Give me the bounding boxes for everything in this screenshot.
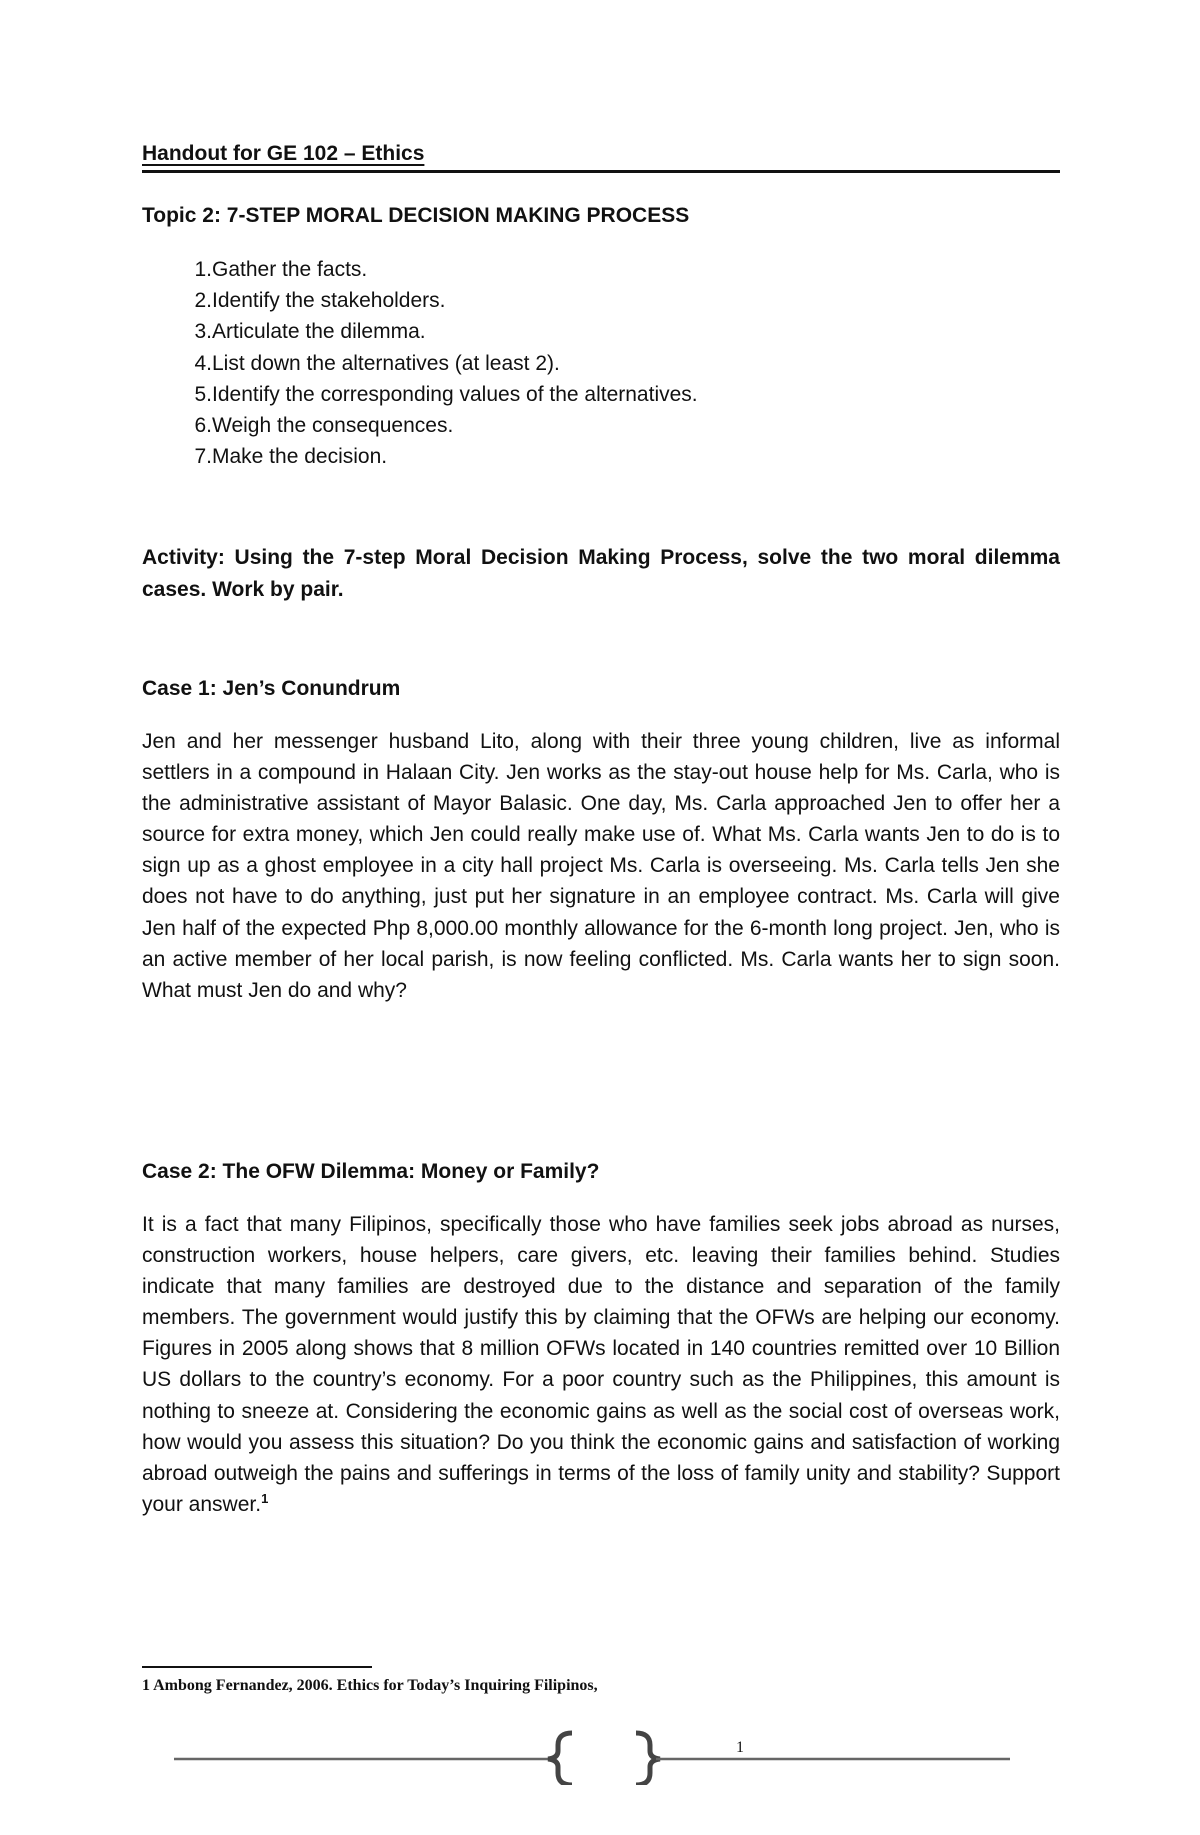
topic-title: Topic 2: 7-STEP MORAL DECISION MAKING PROCESS — [142, 204, 690, 227]
step-number: 2. — [194, 289, 212, 313]
list-item — [142, 348, 698, 379]
list-item — [142, 379, 698, 410]
step-text: List down the alternatives (at least 2). — [212, 351, 560, 375]
footer-bracket-ornament — [142, 1725, 1042, 1785]
list-item — [142, 441, 698, 472]
step-text: Identify the corresponding values of the alternatives. — [212, 382, 698, 406]
footnote-text: 1 Ambong Fernandez, 2006. Ethics for Today’s Inquiring Filipinos, — [142, 1677, 598, 1694]
handout-header: Handout for GE 102 – Ethics — [142, 142, 425, 165]
footnote-reference[interactable]: 1 — [261, 1490, 269, 1506]
header-rule — [142, 170, 1060, 173]
list-item — [142, 410, 698, 441]
footnote-rule — [142, 1666, 372, 1668]
list-item — [142, 285, 698, 316]
step-number: 7. — [194, 445, 212, 469]
step-text: Articulate the dilemma. — [212, 320, 426, 344]
case-2-text: It is a fact that many Filipinos, specifically those who have families seek jobs abroad as nurses, construction workers, house helpers, care givers, etc. leaving their families behind. Studies indicate that many families are destroyed due to the distance and separation of the family members. The government would justify this by claiming that the OFWs are helping our economy. Figures in 2005 along shows that 8 million OFWs located in 140 countries remitted over 10 Billion US dollars to the country’s economy. For a poor country such as the Philippines, this amount is nothing to sneeze at. Considering the economic gains as well as the social cost of overseas work, how would you assess this situation? Do you think the economic gains and satisfaction of working abroad outweigh the pains and sufferings in terms of the loss of family unity and stability? Support your answer. — [142, 1213, 1060, 1516]
footer-brace-left — [548, 1733, 572, 1785]
steps-list — [142, 254, 698, 472]
page-number: 1 — [736, 1739, 744, 1756]
step-number: 4. — [194, 351, 212, 375]
case-2-title: Case 2: The OFW Dilemma: Money or Family? — [142, 1160, 600, 1183]
list-item — [142, 316, 698, 347]
step-text: Make the decision. — [212, 445, 388, 469]
case-1-title: Case 1: Jen’s Conundrum — [142, 677, 401, 700]
step-number: 5. — [194, 382, 212, 406]
step-number: 1. — [194, 258, 212, 281]
case-2-body — [142, 1209, 1060, 1520]
step-text: Identify the stakeholders. — [212, 289, 446, 313]
step-text: Gather the facts. — [212, 258, 368, 281]
list-item — [142, 254, 698, 285]
step-number: 6. — [194, 413, 212, 437]
step-number: 3. — [194, 320, 212, 344]
case-1-body: Jen and her messenger husband Lito, along with their three young children, live as informal settlers in a compound in Halaan City. Jen works as the stay-out house help for Ms. Carla, who is the administrative assistant of Mayor Balasic. One day, Ms. Carla approached Jen to offer her a source for extra money, which Jen could really make use of. What Ms. Carla wants Jen to do is to sign up as a ghost employee in a city hall project Ms. Carla is overseeing. Ms. Carla tells Jen she does not have to do anything, just put her signature in an employee contract. Ms. Carla will give Jen half of the expected Php 8,000.00 monthly allowance for the 6-month long project. Jen, who is an active member of her local parish, is now feeling conflicted. Ms. Carla wants her to sign soon. What must Jen do and why? — [142, 730, 1060, 1002]
activity-instructions: Activity: Using the 7-step Moral Decision Making Process, solve the two moral dilemma cases. Work by pair. — [142, 546, 1060, 601]
step-text: Weigh the consequences. — [212, 413, 454, 437]
